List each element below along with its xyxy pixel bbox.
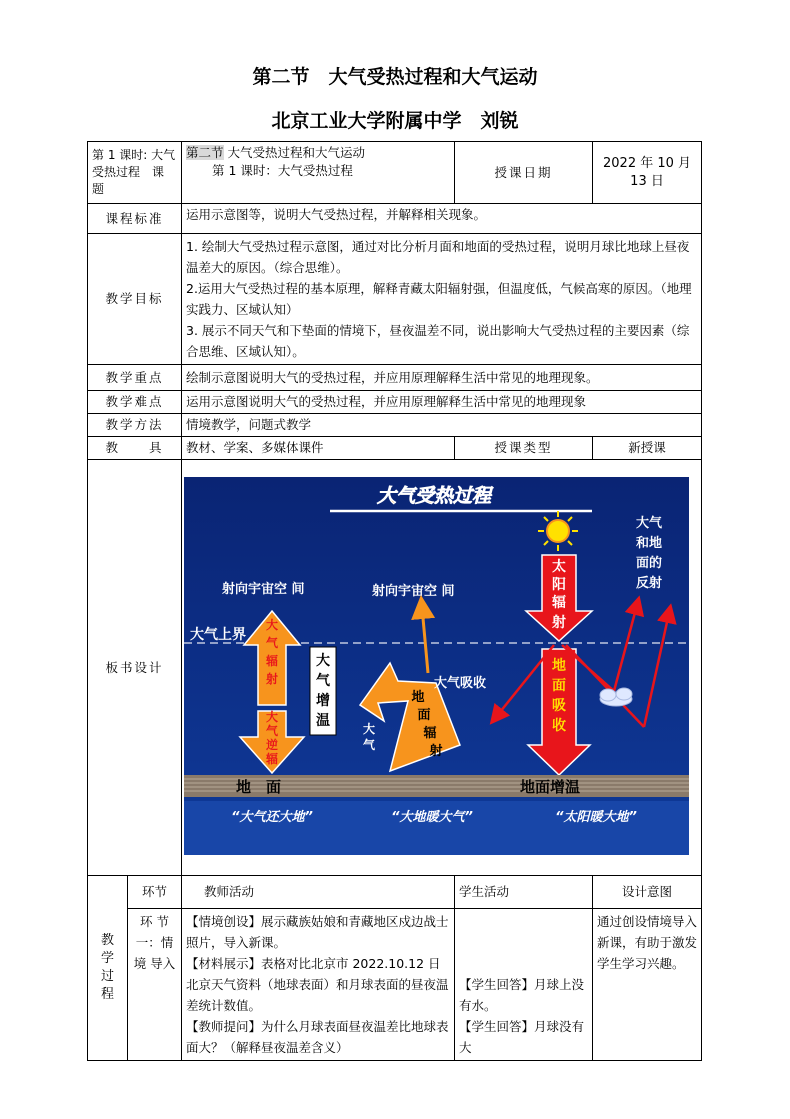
- boundary-label: 大气上界: [190, 626, 246, 643]
- objective-item: 1. 绘制大气受热过程示意图，通过对比分析月面和地面的受热过程，说明月球比地球上昼夜温差大的原因。（综合思维）。: [186, 239, 690, 275]
- section-highlight: 第二节: [186, 145, 224, 160]
- lesson-type-label: 授课类型: [455, 437, 593, 460]
- section-cell: [182, 142, 455, 204]
- student-item: 【学生回答】月球上没有水。: [459, 977, 585, 1013]
- space-left-label: 射向宇宙空 间: [222, 581, 305, 597]
- ground-warm-label: 地面增温: [520, 777, 581, 796]
- reflection-char: 面的: [635, 555, 663, 571]
- teacher-header: 教师活动: [182, 876, 455, 909]
- process-side-char: 教: [100, 933, 114, 948]
- atm-absorb-label: 大气吸收: [434, 675, 487, 691]
- lesson-type-value: 新授课: [593, 437, 702, 460]
- teacher-activities: [182, 909, 455, 1061]
- atm-rad-char: 辐: [265, 653, 279, 668]
- atm-back-char: 辐: [265, 751, 279, 766]
- atm-back-char: 大: [265, 709, 279, 724]
- ground-absorb-char: 收: [552, 717, 566, 734]
- board-label: 板书设计: [88, 460, 182, 876]
- diagram-title: 大气受热过程: [376, 484, 492, 507]
- objectives-list: [182, 234, 702, 365]
- standard-text: 运用示意图等，说明大气受热过程，并解释相关现象。: [182, 204, 702, 234]
- slogan-1: “大气还大地”: [231, 809, 313, 825]
- keypoint-label: 教学重点: [88, 365, 182, 391]
- slogan-2: “大地暖大气”: [391, 809, 473, 825]
- ground-rad-char: 地: [411, 689, 425, 705]
- intent-header: 设计意图: [593, 876, 702, 909]
- process-side-char: 学: [100, 951, 114, 966]
- ground-absorb-char: 吸: [552, 697, 566, 714]
- student-activities: [455, 909, 593, 1061]
- atm-absorb-b-char: 气: [362, 737, 376, 752]
- tools-text: 教材、学案、多媒体课件: [182, 437, 455, 460]
- stage-header: 环节: [128, 876, 182, 909]
- date-label: 授课日期: [455, 142, 593, 204]
- atm-warm-char: 温: [316, 712, 330, 729]
- reflection-char: 大气: [635, 515, 663, 531]
- doc-subtitle: 北京工业大学附属中学 刘锐: [271, 110, 519, 132]
- design-intent: 通过创设情境导入新课，有助于激发学生学习兴趣。: [593, 909, 702, 1061]
- process-side-char: 程: [100, 987, 114, 1002]
- ground-label: 地 面: [236, 777, 282, 796]
- reflection-char: 和地: [635, 535, 663, 551]
- atm-rad-char: 气: [265, 635, 279, 650]
- difficulty-label: 教学难点: [88, 391, 182, 414]
- atm-rad-char: 射: [265, 671, 279, 686]
- slogan-3: “太阳暖大地”: [555, 809, 637, 825]
- keypoint-text: 绘制示意图说明大气的受热过程，并应用原理解释生活中常见的地理现象。: [182, 365, 702, 391]
- process-side-char: 过: [100, 969, 114, 984]
- solar-rad-char: 辐: [552, 594, 566, 611]
- section-rest: 大气受热过程和大气运动: [223, 145, 365, 160]
- method-text: 情境教学，问题式教学: [182, 414, 702, 437]
- objective-item: 3. 展示不同天气和下垫面的情境下，昼夜温差不同，说出影响大气受热过程的主要因素（综合思维、区域认知）。: [186, 323, 690, 359]
- space-mid-label: 射向宇宙空 间: [372, 583, 455, 599]
- atmosphere-heating-diagram: [184, 477, 689, 855]
- stage-1: 环 节 一：情 境 导入: [128, 909, 182, 1061]
- atm-warm-char: 气: [316, 672, 330, 689]
- ground-rad-char: 辐: [423, 725, 437, 741]
- standard-label: 课程标准: [88, 204, 182, 234]
- student-item: 【学生回答】月球没有大: [459, 1019, 585, 1055]
- difficulty-text: 运用示意图说明大气的受热过程，并应用原理解释生活中常见的地理现象: [182, 391, 702, 414]
- solar-rad-char: 太: [552, 558, 566, 575]
- objective-item: 2.运用大气受热过程的基本原理，解释青藏太阳辐射强，但温度低，气候高寒的原因。（地理实践力、区域认知）: [186, 281, 692, 317]
- lesson-label: 第 1 课时: 大气受热过程 课 题: [88, 142, 182, 204]
- student-header: 学生活动: [455, 876, 593, 909]
- atm-rad-char: 大: [265, 617, 279, 632]
- doc-title: 第二节 大气受热过程和大气运动: [252, 66, 538, 88]
- ground-rad-char: 面: [417, 707, 431, 723]
- atm-back-char: 气: [265, 723, 279, 738]
- teacher-item: 【教师提问】为什么月球表面昼夜温差比地球表面大？（解释昼夜温差含义）: [186, 1019, 449, 1055]
- solar-rad-char: 射: [552, 614, 566, 631]
- sun-icon: [538, 511, 578, 551]
- ground-rad-char: 射: [429, 743, 443, 759]
- date-value: 2022 年 10 月 13 日: [593, 142, 702, 204]
- ground-absorb-char: 面: [552, 677, 566, 694]
- atm-back-char: 逆: [265, 737, 279, 752]
- tools-label: 教 具: [88, 437, 182, 460]
- atm-warm-char: 增: [316, 692, 330, 709]
- ground-absorb-char: 地: [552, 657, 566, 674]
- solar-rad-char: 阳: [552, 576, 566, 593]
- teacher-item: 【材料展示】表格对比北京市 2022.10.12 日北京天气资料（地球表面）和月球表面的昼夜温差统计数值。: [186, 956, 449, 1013]
- lesson-name: 第 1 课时：大气受热过程: [212, 163, 353, 178]
- teacher-item: 【情境创设】展示藏族姑娘和青藏地区戍边战士照片，导入新课。: [186, 914, 449, 950]
- atm-warm-char: 大: [316, 652, 330, 669]
- lesson-plan-table: [87, 141, 702, 1061]
- board-cell: [182, 460, 702, 876]
- process-side-label: [88, 876, 128, 1061]
- reflection-char: 反射: [635, 575, 663, 591]
- method-label: 教学方法: [88, 414, 182, 437]
- atm-absorb-b-char: 大: [362, 721, 376, 736]
- objectives-label: 教学目标: [88, 234, 182, 365]
